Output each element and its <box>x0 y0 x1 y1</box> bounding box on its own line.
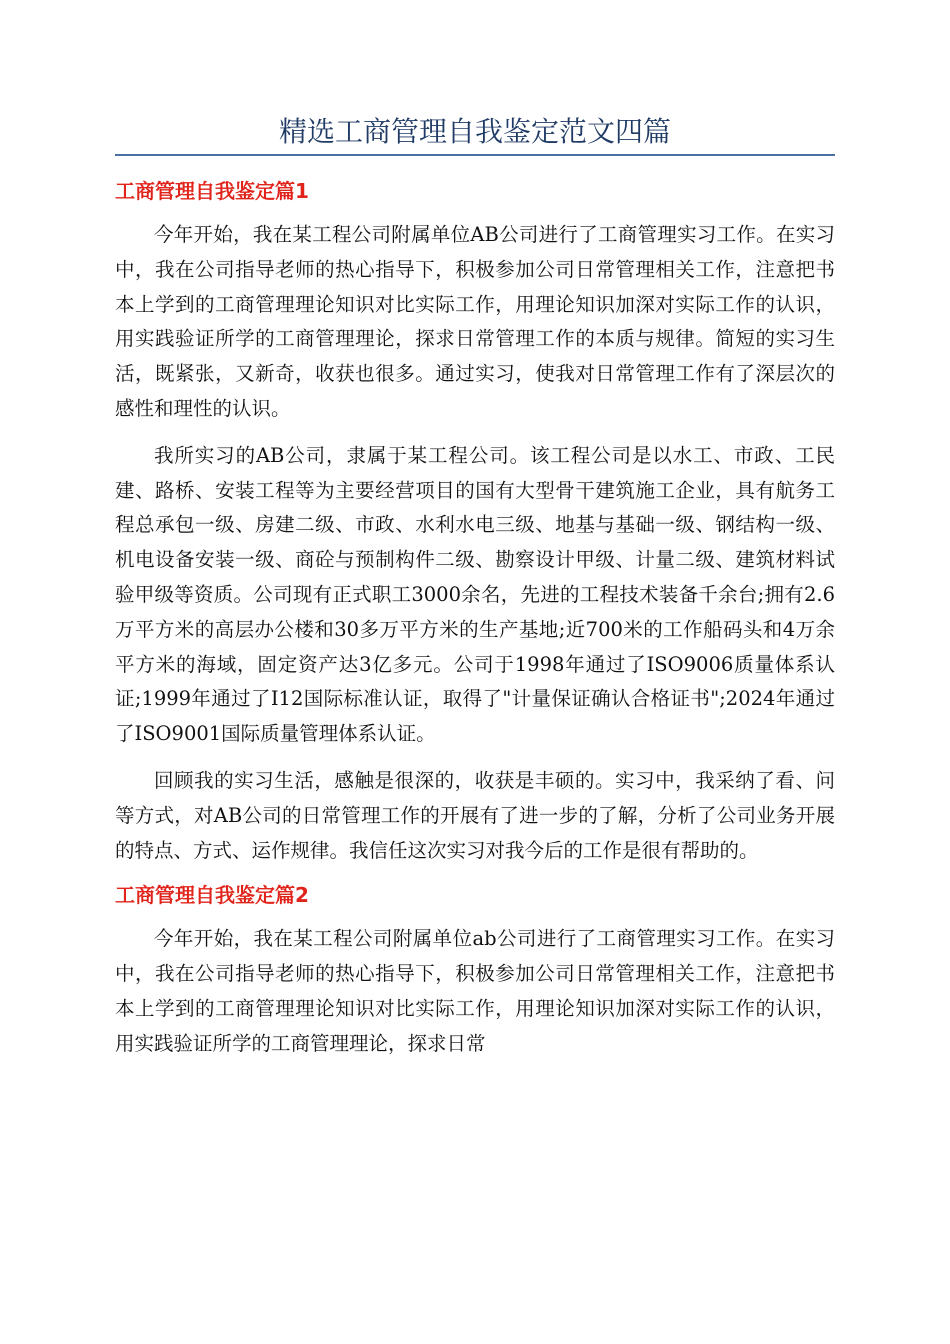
section-1 <box>115 176 835 868</box>
paragraph: 今年开始，我在某工程公司附属单位AB公司进行了工商管理实习工作。在实习中，我在公司指导老师的热心指导下，积极参加公司日常管理相关工作，注意把书本上学到的工商管理理论知识对比实际工作，用理论知识加深对实际工作的认识，用实践验证所学的工商管理理论，探求日常管理工作的本质与规律。简短的实习生活，既紧张，又新奇，收获也很多。通过实习，使我对日常管理工作有了深层次的感性和理性的认识。 <box>115 223 835 420</box>
paragraph: 今年开始，我在某工程公司附属单位ab公司进行了工商管理实习工作。在实习中，我在公司指导老师的热心指导下，积极参加公司日常管理相关工作，注意把书本上学到的工商管理理论知识对比实际工作，用理论知识加深对实际工作的认识，用实践验证所学的工商管理理论，探求日常 <box>115 927 835 1055</box>
title-underline <box>115 154 835 156</box>
section-heading: 工商管理自我鉴定篇2 <box>115 883 309 908</box>
document-body <box>115 176 835 1074</box>
paragraph: 回顾我的实习生活，感触是很深的，收获是丰硕的。实习中，我采纳了看、问等方式，对AB公司的日常管理工作的开展有了进一步的了解，分析了公司业务开展的特点、方式、运作规律。我信任这次实习对我今后的工作是很有帮助的。 <box>115 768 835 862</box>
paragraph: 我所实习的AB公司，隶属于某工程公司。该工程公司是以水工、市政、工民建、路桥、安装工程等为主要经营项目的国有大型骨干建筑施工企业，具有航务工程总承包一级、房建二级、市政、水利水电三级、地基与基础一级、钢结构一级、机电设备安装一级、商砼与预制构件二级、勘察设计甲级、计量二级、建筑材料试验甲级等资质。公司现有正式职工3000余名，先进的工程技术装备千余台;拥有2.6万平方米的高层办公楼和30多万平方米的生产基地;近700米的工作船码头和4万余平方米的海域，固定资产达3亿多元。公司于1998年通过了ISO9006质量体系认证;1999年通过了I12国际标准认证，取得了"计量保证确认合格证书";2024年通过了ISO9001国际质量管理体系认证。 <box>115 443 835 746</box>
section-heading: 工商管理自我鉴定篇1 <box>115 179 309 203</box>
section-2 <box>115 880 835 1061</box>
document-title: 精选工商管理自我鉴定范文四篇 <box>278 115 671 148</box>
